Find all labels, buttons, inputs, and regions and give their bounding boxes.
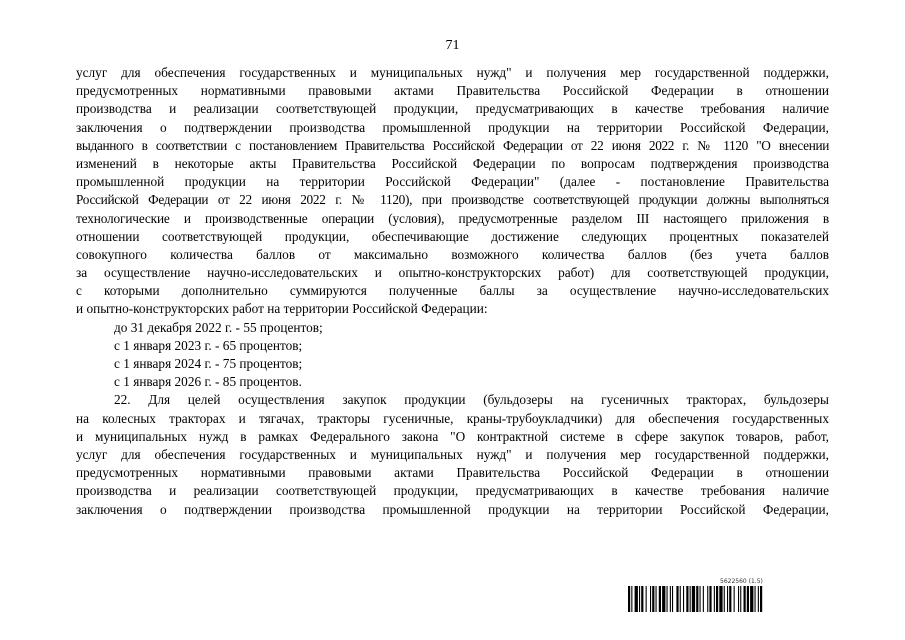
paragraph-1-line: Российской Федерации от 22 июня 2022 г. № 1120), при производстве соответствующей продукции должны выполняться (76, 192, 829, 208)
page-number: 71 (445, 38, 460, 53)
paragraph-22-line: производства и реализации соответствующей продукции, предусматривающих в качестве требования наличие (76, 483, 829, 499)
paragraph-1-line: выданного в соответствии с постановлением Правительства Российской Федерации от 22 июня 2022 г. № 1120 "О внесении (76, 137, 829, 153)
list-item: с 1 января 2023 г. - 65 процентов; (114, 337, 303, 353)
paragraph-1-line: совокупного количества баллов от максимально возможного количества баллов (без учета баллов (76, 246, 829, 262)
barcode-caption: 5622560 (1.5) (720, 578, 763, 585)
paragraph-22-line: на колесных тракторах и тягачах, тракторы гусеничные, краны-трубоукладчики) для обеспечения государственных (76, 410, 829, 426)
paragraph-1-line: производства и реализации соответствующей продукции, предусматривающих в качестве требования наличие (76, 101, 829, 117)
paragraph-22-line: и муниципальных нужд в рамках Федерального закона "О контрактной системе в сфере закупок товаров, работ, (76, 428, 829, 444)
list-item: до 31 декабря 2022 г. - 55 процентов; (114, 319, 323, 335)
paragraph-1-line: за осуществление научно-исследовательских и опытно-конструкторских работ) для соответствующей продукции, (76, 265, 829, 281)
paragraph-1-line: изменений в некоторые акты Правительства Российской Федерации по вопросам подтверждения производства (76, 155, 829, 171)
paragraph-1-line: услуг для обеспечения государственных и муниципальных нужд" и получения мер государственной поддержки, (76, 65, 829, 80)
paragraph-1-line: предусмотренных нормативными правовыми актами Правительства Российской Федерации в отношении (76, 83, 829, 99)
paragraph-22-line: услуг для обеспечения государственных и муниципальных нужд" и получения мер государственной поддержки, (76, 446, 829, 462)
paragraph-1-line: и опытно-конструкторских работ на территории Российской Федерации: (76, 301, 488, 317)
paragraph-22-line: заключения о подтверждении производства промышленной продукции на территории Российской Федерации, (76, 501, 829, 517)
paragraph-1-line: отношении соответствующей продукции, обеспечивающие достижение следующих процентных показателей (76, 228, 829, 244)
barcode-icon (628, 586, 828, 612)
document-body (76, 64, 829, 519)
list-item: с 1 января 2024 г. - 75 процентов; (114, 356, 303, 371)
paragraph-1-line: технологические и производственные операции (условия), предусмотренные разделом III настоящего приложения в (76, 210, 829, 226)
paragraph-1-line: промышленной продукции на территории Российской Федерации" (далее - постановление Правительства (76, 174, 829, 190)
paragraph-22-line: предусмотренных нормативными правовыми актами Правительства Российской Федерации в отношении (76, 465, 829, 481)
paragraph-22-line: 22. Для целей осуществления закупок продукции (бульдозеры на гусеничных тракторах, бульдозеры (114, 392, 829, 408)
paragraph-1-line: заключения о подтверждении производства промышленной продукции на территории Российской Федерации, (76, 119, 829, 135)
paragraph-1-line: с которыми дополнительно суммируются полученные баллы за осуществление научно-исследовательских (76, 283, 829, 299)
list-item: с 1 января 2026 г. - 85 процентов. (114, 374, 302, 390)
